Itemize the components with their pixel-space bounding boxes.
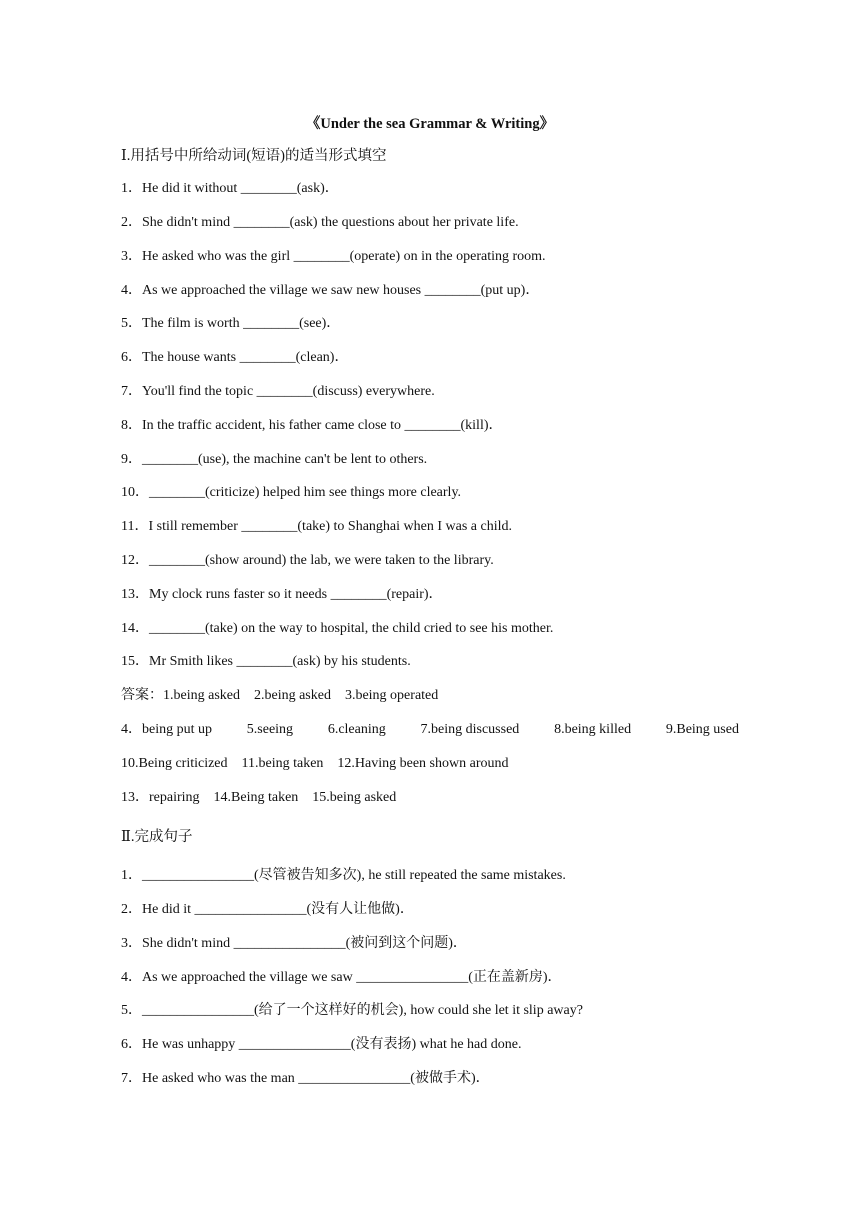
answers-line-3: 10.Being criticized 11.being taken 12.Having been shown around bbox=[121, 756, 509, 771]
exercise-item: 6．The house wants ________(clean)． bbox=[121, 350, 349, 365]
exercise-item: 1．He did it without ________(ask)． bbox=[121, 181, 339, 196]
exercise-item: 5．The film is worth ________(see)． bbox=[121, 316, 341, 331]
exercise-item: 5．________________(给了一个这样好的机会), how could she let it slip away? bbox=[121, 1003, 583, 1018]
section-1-heading: Ⅰ.用括号中所给动词(短语)的适当形式填空 bbox=[121, 148, 387, 164]
exercise-item: 11．I still remember ________(take) to Shanghai when I was a child. bbox=[121, 519, 512, 534]
exercise-item: 4．As we approached the village we saw new houses ________(put up)． bbox=[121, 283, 540, 298]
document-title: 《Under the sea Grammar & Writing》 bbox=[305, 116, 555, 132]
exercise-item: 8．In the traffic accident, his father came close to ________(kill)． bbox=[121, 418, 503, 433]
exercise-item: 2．She didn't mind ________(ask) the questions about her private life. bbox=[121, 215, 519, 230]
answers-line-2 bbox=[121, 720, 739, 740]
exercise-item: 4．As we approached the village we saw ________________(正在盖新房)． bbox=[121, 970, 562, 985]
answer-item: 9.Being used bbox=[665, 722, 739, 737]
exercise-item: 14．________(take) on the way to hospital, the child cried to see his mother. bbox=[121, 621, 554, 636]
exercise-item: 6．He was unhappy ________________(没有表扬) what he had done. bbox=[121, 1037, 522, 1052]
exercise-item: 7．He asked who was the man ________________(被做手术)． bbox=[121, 1071, 490, 1086]
exercise-item: 10．________(criticize) helped him see things more clearly. bbox=[121, 485, 462, 500]
exercise-item: 9．________(use), the machine can't be lent to others. bbox=[121, 452, 428, 467]
exercise-item: 1．________________(尽管被告知多次), he still repeated the same mistakes. bbox=[121, 868, 566, 883]
exercise-item: 3．He asked who was the girl ________(operate) on in the operating room. bbox=[121, 249, 546, 264]
exercise-item: 13．My clock runs faster so it needs ________(repair)． bbox=[121, 587, 443, 602]
answer-item: 6.cleaning bbox=[327, 722, 386, 737]
exercise-item: 7．You'll find the topic ________(discuss) everywhere. bbox=[121, 384, 435, 399]
exercise-item: 15．Mr Smith likes ________(ask) by his students. bbox=[121, 654, 411, 669]
answer-item: 4．being put up bbox=[121, 722, 212, 737]
exercise-item: 12．________(show around) the lab, we were taken to the library. bbox=[121, 553, 494, 568]
section-2-heading: Ⅱ.完成句子 bbox=[121, 829, 193, 845]
exercise-item: 2．He did it ________________(没有人让他做)． bbox=[121, 902, 414, 917]
exercise-item: 3．She didn't mind ________________(被问到这个问题)． bbox=[121, 936, 467, 951]
answer-item: 5.seeing bbox=[246, 722, 294, 737]
answers-line-1: 答案：1.being asked 2.being asked 3.being operated bbox=[121, 688, 439, 703]
answer-item: 8.being killed bbox=[554, 722, 632, 737]
answer-item: 7.being discussed bbox=[420, 722, 520, 737]
answers-line-4: 13．repairing 14.Being taken 15.being asked bbox=[121, 790, 397, 805]
